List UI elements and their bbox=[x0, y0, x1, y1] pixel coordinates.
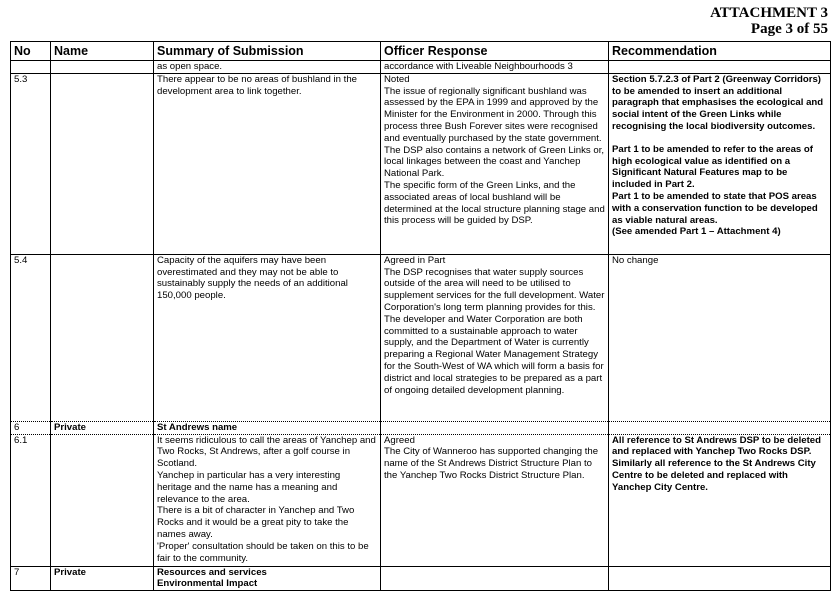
name-cell bbox=[51, 73, 154, 254]
response-cell bbox=[381, 434, 609, 566]
col-header-recommendation: Recommendation bbox=[609, 42, 831, 61]
page-number: Page 3 of 55 bbox=[750, 21, 828, 37]
table-row-carryover bbox=[11, 61, 831, 74]
col-header-summary: Summary of Submission bbox=[154, 42, 381, 61]
table-header-row bbox=[11, 42, 831, 61]
col-header-no: No bbox=[11, 42, 51, 61]
submissions-table bbox=[10, 41, 831, 591]
recommendation-text: Part 1 to be amended to refer to the areas of high ecological value as identified on a Significant Natural Features map to be included in Part 2. bbox=[612, 143, 813, 191]
response-status: Agreed bbox=[384, 434, 415, 446]
summary-cell bbox=[154, 566, 381, 591]
attachment-label: ATTACHMENT 3 bbox=[710, 5, 828, 21]
name-cell: Private bbox=[51, 566, 154, 591]
recommendation-text: All reference to St Andrews DSP to be deleted and replaced with Yanchep Two Rocks DSP. bbox=[612, 434, 821, 458]
row-number: 6.1 bbox=[11, 434, 51, 566]
response-status: Agreed in Part bbox=[384, 254, 446, 266]
col-header-name: Name bbox=[51, 42, 154, 61]
summary-text: It seems ridiculous to call the areas of Yanchep and Two Rocks, St Andrews, after a golf course in Scotland. bbox=[157, 434, 376, 470]
row-number: 5.4 bbox=[11, 254, 51, 421]
recommendation-cell bbox=[609, 73, 831, 254]
summary-heading: Resources and services bbox=[157, 566, 267, 578]
summary-cell: There appear to be no areas of bushland in the development area to link together. bbox=[154, 73, 381, 254]
response-text: The City of Wanneroo has supported changing the name of the St Andrews District Structure Plan to the Yanchep Two Rocks District Structure Plan. bbox=[384, 446, 599, 481]
recommendation-text: Similarly all reference to the St Andrews City Centre to be deleted and replaced with Yanchep City Centre. bbox=[612, 458, 816, 493]
recommendation-text: Section 5.7.2.3 of Part 2 (Greenway Corridors) to be amended to insert an additional paragraph that emphasises the ecological and social intent of the Green Links while recognising the local biodiversity outcomes. bbox=[612, 73, 824, 132]
response-text: The specific form of the Green Links, and the associated areas of local bushland will be determined at the local structure planning stage and this process will be guided by DSP. bbox=[384, 179, 605, 227]
name-cell bbox=[51, 254, 154, 421]
summary-cell: Capacity of the aquifers may have been overestimated and they may not be able to sustainably supply the needs of an additional 150,000 people. bbox=[154, 254, 381, 421]
response-cell bbox=[381, 73, 609, 254]
table-row-6-1 bbox=[11, 434, 831, 566]
summary-cell bbox=[154, 434, 381, 566]
summary-cell: as open space. bbox=[154, 61, 381, 74]
response-status: Noted bbox=[384, 73, 410, 85]
page-header bbox=[710, 5, 828, 37]
col-header-response: Officer Response bbox=[381, 42, 609, 61]
recommendation-text: (See amended Part 1 – Attachment 4) bbox=[612, 226, 781, 238]
summary-text: 'Proper' consultation should be taken on this to be fair to the community. bbox=[157, 540, 369, 564]
response-cell bbox=[381, 254, 609, 421]
recommendation-cell bbox=[609, 434, 831, 566]
name-cell bbox=[51, 434, 154, 566]
response-text: The DSP recognises that water supply sources outside of the area will need to be utilised to supplement services for the full development. Water Corporation's long term planning provides for this. The developer and Water Corporation are both committed to a sustainable approach to water supply, and the Department of Water is currently preparing a Regional Water Management Strategy for the South-West of WA which will form a basis for district and local strategies to be prepared as a part of ongoing detailed development planning. bbox=[384, 266, 605, 396]
recommendation-cell: No change bbox=[609, 254, 831, 421]
table-row-7 bbox=[11, 566, 831, 591]
table-row-5-3 bbox=[11, 73, 831, 254]
summary-cell: St Andrews name bbox=[154, 421, 381, 434]
row-number: 7 bbox=[11, 566, 51, 591]
response-text: The issue of regionally significant bushland was assessed by the EPA in 1999 and approved by the Minister for the Environment in 2000. Through this process three Bush Forever sites were recognised and eventually purchased by the state government. The DSP also contains a network of Green Links or, local linkages between the coast and Yanchep National Park. bbox=[384, 85, 605, 180]
name-cell: Private bbox=[51, 421, 154, 434]
summary-text: Yanchep in particular has a very interesting heritage and the name has a meaning and relevance to the area. bbox=[157, 469, 341, 505]
table-row-5-4 bbox=[11, 254, 831, 421]
recommendation-text: Part 1 to be amended to state that POS areas with a conservation function to be developed as viable natural areas. bbox=[612, 190, 818, 226]
table-row-6 bbox=[11, 421, 831, 434]
summary-heading: Environmental Impact bbox=[157, 578, 258, 590]
response-cell: accordance with Liveable Neighbourhoods 3 bbox=[381, 61, 609, 74]
row-number: 5.3 bbox=[11, 73, 51, 254]
row-number: 6 bbox=[11, 421, 51, 434]
summary-text: There is a bit of character in Yanchep and Two Rocks and it would be a great pity to take the names away. bbox=[157, 505, 355, 540]
